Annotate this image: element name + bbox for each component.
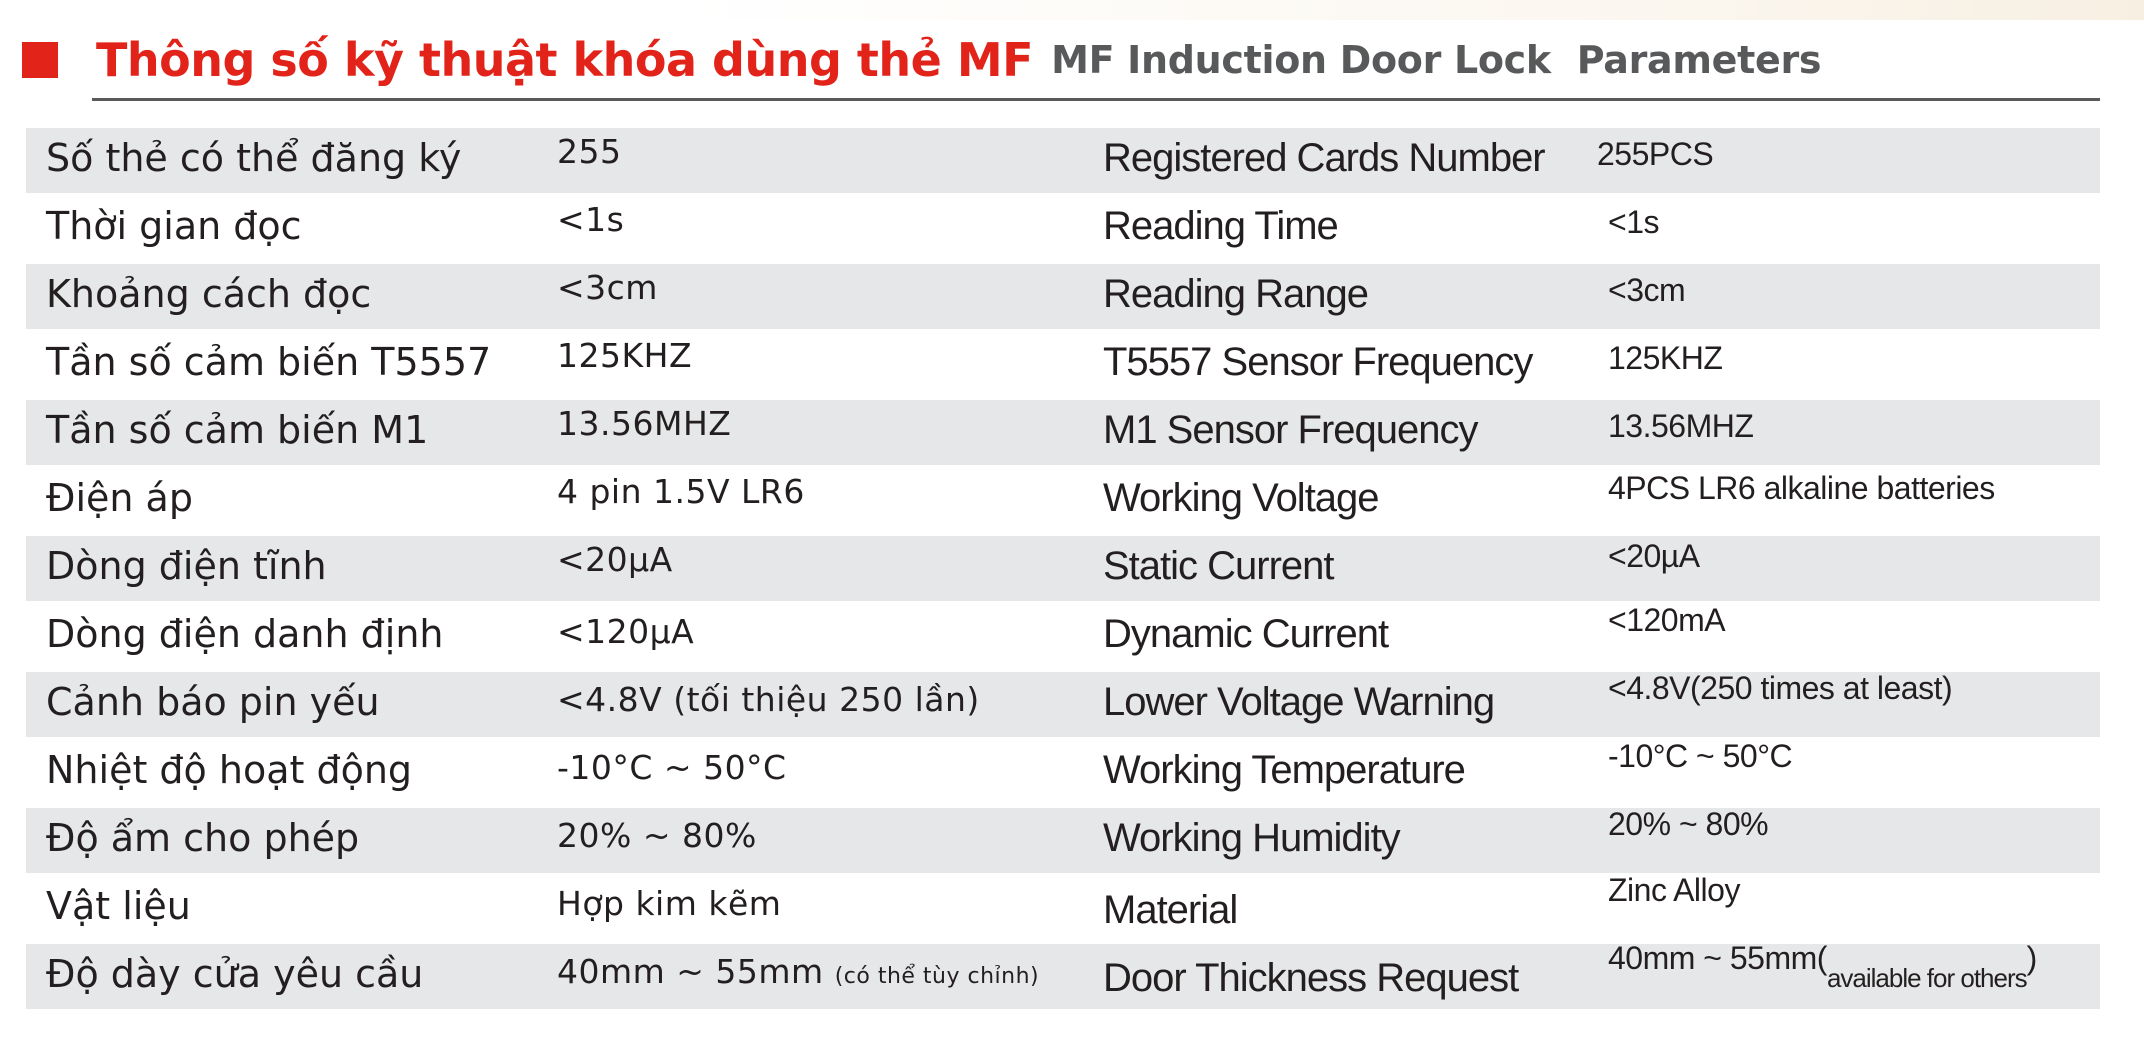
table-row [0, 264, 2144, 329]
vn-label: Cảnh báo pin yếu [46, 680, 380, 724]
vn-label: Nhiệt độ hoạt động [46, 748, 413, 792]
vn-label: Thời gian đọc [46, 204, 302, 248]
vn-value: <1s [557, 200, 625, 239]
en-label: Working Humidity [1103, 816, 1400, 860]
title-english: MF Induction Door Lock Parameters [1051, 38, 1822, 82]
vn-value: Hợp kim kẽm [557, 884, 782, 923]
table-row [0, 940, 2144, 1009]
en-value: <120mA [1608, 602, 1726, 638]
en-label: Working Voltage [1103, 476, 1379, 520]
vn-value [557, 952, 1039, 991]
page-header [22, 20, 2122, 100]
vn-value: <120µA [557, 612, 695, 651]
vn-label: Độ dày cửa yêu cầu [46, 952, 424, 996]
table-row [0, 740, 2144, 805]
table-row [0, 536, 2144, 601]
vn-value: 4 pin 1.5V LR6 [557, 472, 805, 511]
table-row [0, 400, 2144, 465]
vn-label: Vật liệu [46, 884, 191, 928]
en-value: 4PCS LR6 alkaline batteries [1608, 470, 1995, 506]
en-value: <1s [1608, 204, 1659, 240]
en-value-close: ) [2026, 940, 2037, 976]
table-row [0, 196, 2144, 261]
en-label: T5557 Sensor Frequency [1103, 340, 1533, 384]
red-square-icon [22, 42, 58, 78]
table-row [0, 332, 2144, 397]
vn-label: Tần số cảm biến T5557 [46, 340, 492, 384]
vn-value: 13.56MHZ [557, 404, 732, 443]
vn-value: 125KHZ [557, 336, 693, 375]
vn-value: 255 [557, 132, 622, 171]
vn-value-main: 40mm ~ 55mm [557, 952, 835, 991]
en-label: Working Temperature [1103, 748, 1465, 792]
en-value: 255PCS [1597, 136, 1714, 172]
vn-label: Tần số cảm biến M1 [46, 408, 429, 452]
vn-value: 20% ~ 80% [557, 816, 757, 855]
en-label: Dynamic Current [1103, 612, 1389, 656]
vn-value-note: (có thể tùy chỉnh) [834, 964, 1040, 989]
vn-value: <4.8V (tối thiệu 250 lần) [557, 680, 980, 719]
en-value: <20µA [1608, 538, 1700, 574]
table-row [0, 128, 2144, 193]
en-value: 20% ~ 80% [1608, 806, 1769, 842]
en-value-note: available for others [1826, 963, 2027, 993]
vn-label: Dòng điện danh định [46, 612, 444, 656]
table-row [0, 604, 2144, 669]
en-value: 13.56MHZ [1608, 408, 1754, 444]
en-label: Door Thickness Request [1103, 956, 1519, 1000]
vn-label: Dòng điện tĩnh [46, 544, 327, 588]
en-value: <4.8V(250 times at least) [1608, 670, 1953, 706]
title-vietnamese: Thông số kỹ thuật khóa dùng thẻ MF [96, 33, 1034, 87]
en-value [1608, 940, 2037, 994]
vn-label: Độ ẩm cho phép [46, 816, 360, 860]
header-divider [92, 98, 2100, 101]
vn-label: Số thẻ có thể đăng ký [46, 136, 462, 180]
en-value: <3cm [1608, 272, 1686, 308]
en-value: 125KHZ [1608, 340, 1723, 376]
en-value: Zinc Alloy [1608, 872, 1740, 908]
table-row [0, 672, 2144, 737]
table-row [0, 808, 2144, 873]
en-label: Material [1103, 888, 1238, 932]
vn-label: Khoảng cách đọc [46, 272, 372, 316]
en-label: M1 Sensor Frequency [1103, 408, 1478, 452]
en-label: Lower Voltage Warning [1103, 680, 1495, 724]
vn-value: -10°C ~ 50°C [557, 748, 787, 787]
en-value-main: 40mm ~ 55mm( [1608, 940, 1827, 976]
vn-value: <20µA [557, 540, 673, 579]
table-row [0, 872, 2144, 941]
top-decor-band [680, 0, 2144, 20]
vn-value: <3cm [557, 268, 658, 307]
en-label: Reading Time [1103, 204, 1338, 248]
en-value: -10°C ~ 50°C [1608, 738, 1793, 774]
en-label: Registered Cards Number [1103, 136, 1545, 180]
table-row [0, 468, 2144, 533]
en-label: Static Current [1103, 544, 1334, 588]
en-label: Reading Range [1103, 272, 1368, 316]
vn-label: Điện áp [46, 476, 193, 520]
